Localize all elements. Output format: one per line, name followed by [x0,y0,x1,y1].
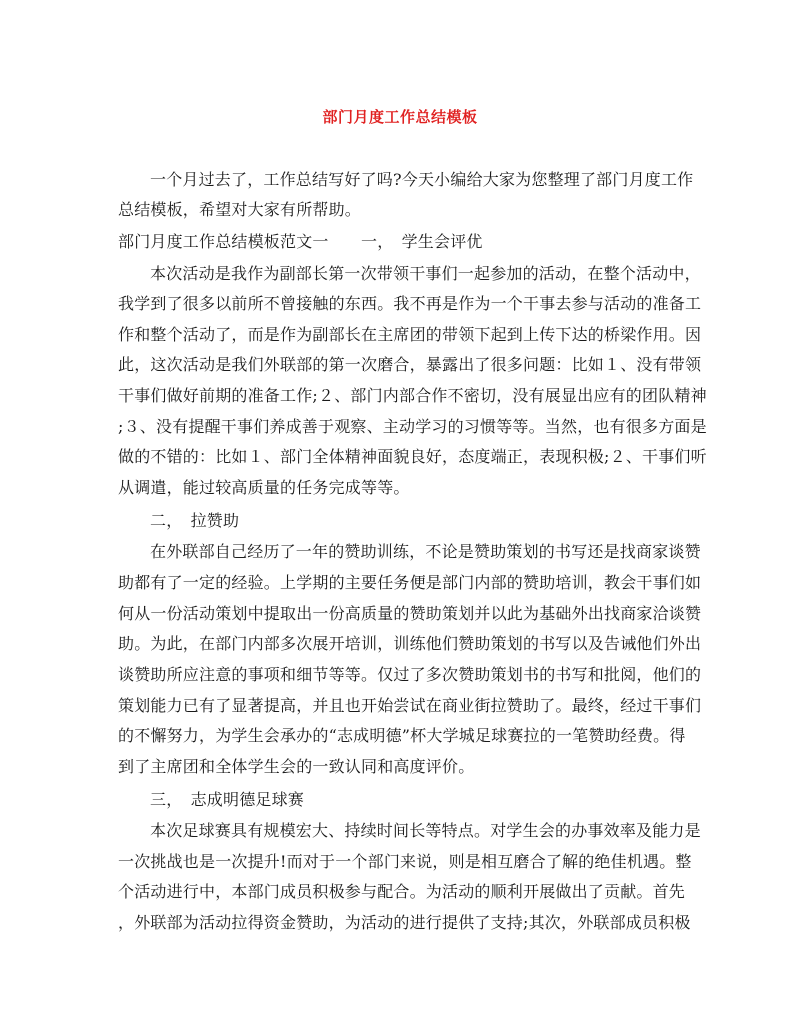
paragraph-line: 总结模板，希望对大家有所帮助。 [118,200,362,219]
paragraph-line: 一次挑战也是一次提升!而对于一个部门来说，则是相互磨合了解的绝佳机遇。整 [118,852,692,871]
paragraph-line: 作和整个活动了，而是作为副部长在主席团的带领下起到上传下达的桥梁作用。因 [118,325,702,344]
paragraph-line: 何从一份活动策划中提取出一份高质量的赞助策划并以此为基础外出找商家洽谈赞 [118,604,702,623]
paragraph-line: 谈赞助所应注意的事项和细节等等。仅过了多次赞助策划书的书写和批阅，他们的 [118,665,702,684]
paragraph-line: 助都有了一定的经验。上学期的主要任务便是部门内部的赞助培训，教会干事们如 [118,573,702,592]
paragraph-line: 本次足球赛具有规模宏大、持续时间长等特点。对学生会的办事效率及能力是 [150,821,701,840]
paragraph-line: 一个月过去了，工作总结写好了吗?今天小编给大家为您整理了部门月度工作 [150,170,694,189]
paragraph-line: 做的不错的：比如１、部门全体精神面貌良好，态度端正，表现积极;２、干事们听 [118,447,707,466]
paragraph-line: 助。为此，在部门内部多次展开培训，训练他们赞助策划的书写以及告诫他们外出 [118,634,702,653]
paragraph-line: 个活动进行中，本部门成员积极参与配合。为活动的顺利开展做出了贡献。首先 [118,882,686,901]
paragraph-line: 到了主席团和全体学生会的一致认同和高度评价。 [118,757,475,776]
paragraph-line: 在外联部自己经历了一年的赞助训练，不论是赞助策划的书写还是找商家谈赞 [150,542,701,561]
paragraph-line: ;３、没有提醒干事们养成善于观察、主动学习的习惯等等。当然，也有很多方面是 [118,417,707,436]
paragraph-line: 此，这次活动是我们外联部的第一次磨合，暴露出了很多问题：比如１、没有带领 [118,355,702,374]
paragraph-line: 干事们做好前期的准备工作;２、部门内部合作不密切，没有展显出应有的团队精神 [118,386,707,405]
paragraph-line: 策划能力已有了显著提高，并且也开始尝试在商业街拉赞助了。最终，经过干事们 [118,696,702,715]
paragraph-line: 从调遣，能过较高质量的任务完成等等。 [118,478,410,497]
paragraph-line: 我学到了很多以前所不曾接触的东西。我不再是作为一个干事去参与活动的准备工 [118,294,702,313]
paragraph-line: 本次活动是我作为副部长第一次带领干事们一起参加的活动，在整个活动中， [150,264,701,283]
section-heading: 二， 拉赞助 [150,511,240,530]
paragraph-line: 的不懈努力，为学生会承办的“志成明德”杯大学城足球赛拉的一笔赞助经费。得 [118,726,686,745]
section-heading: 三， 志成明德足球赛 [150,790,305,809]
document-title: 部门月度工作总结模板 [322,108,478,126]
paragraph-line: ，外联部为活动拉得资金赞助，为活动的进行提供了支持;其次，外联部成员积极 [118,913,691,932]
section-heading: 部门月度工作总结模板范文一 一， 学生会评优 [118,232,483,251]
